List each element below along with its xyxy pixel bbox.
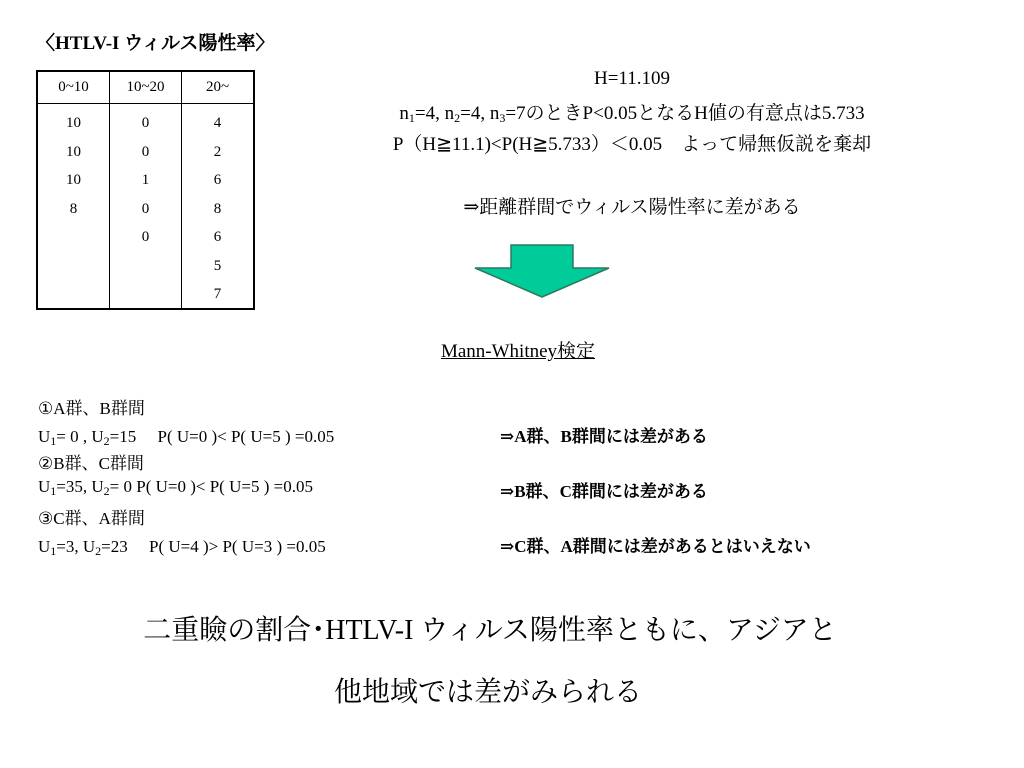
u1-subscript: 1 (50, 434, 57, 448)
u2-subscript: 2 (95, 544, 102, 558)
critical-value-text: =7のときP<0.05となるH値の有意点は5.733 (505, 103, 865, 124)
probability-line: P（H≧11.1)<P(H≧5.733）＜0.05 よって帰無仮説を棄却 (392, 134, 872, 155)
table-cell: 10 (66, 172, 81, 188)
table-header-row (38, 72, 253, 104)
table-body (38, 104, 253, 309)
u-symbol: U (38, 477, 51, 496)
u-symbol: U (38, 537, 51, 556)
table-cell: 0 (141, 229, 150, 245)
n1-value: =4, n (414, 103, 455, 124)
table-header-cell: 20~ (181, 72, 253, 103)
u-test-probability: =23 P( U=4 )> P( U=3 ) =0.05 (101, 537, 326, 556)
u1-value: =3, U (56, 537, 96, 556)
summary-line-2: 他地域では差がみられる (333, 677, 642, 708)
table-cell: 0 (141, 200, 150, 217)
down-arrow-icon (474, 244, 610, 298)
comparison-stats-ab (38, 422, 334, 447)
comparison-label-ab: ①A群、B群間 (38, 399, 145, 418)
table-cell: 7 (213, 286, 222, 302)
u-test-probability: =15 P( U=0 )< P( U=5 ) =0.05 (109, 427, 335, 446)
comparison-label-bc: ②B群、C群間 (38, 454, 144, 473)
u2-subscript: 2 (103, 434, 110, 448)
age-group-data-table (36, 70, 255, 310)
n2-subscript: 2 (454, 111, 461, 125)
comparison-label-ca: ③C群、A群間 (38, 509, 145, 528)
summary-line-1: 二重瞼の割合･HTLV-I ウィルス陽性率ともに、アジアと (143, 615, 837, 646)
u1-value: =35, U (56, 477, 104, 496)
h-test-conclusion: ⇒距離群間でウィルス陽性率に差がある (463, 197, 801, 218)
comparison-result-bc: ⇒B群、C群間には差がある (500, 482, 708, 501)
u1-subscript: 1 (50, 484, 57, 498)
u1-subscript: 1 (50, 544, 57, 558)
table-cell: 2 (213, 143, 222, 160)
n3-subscript: 3 (499, 111, 506, 125)
mann-whitney-title: Mann-Whitney検定 (440, 341, 596, 362)
comparison-stats-ca (38, 532, 326, 557)
comparison-result-ca: ⇒C群、A群間には差があるとはいえない (500, 537, 811, 556)
table-column-10-20 (109, 104, 181, 309)
table-cell: 0 (141, 115, 150, 131)
mann-whitney-heading (300, 336, 736, 363)
table-cell: 10 (66, 143, 81, 160)
comparison-result-ab: ⇒A群、B群間には差がある (500, 427, 708, 446)
n1-subscript: 1 (408, 111, 415, 125)
table-cell: 8 (213, 200, 222, 217)
table-column-0-10 (38, 104, 109, 309)
table-cell: 5 (213, 257, 222, 274)
u-symbol: U (38, 427, 51, 446)
n2-value: =4, n (460, 103, 500, 124)
table-cell: 0 (141, 143, 150, 160)
n-symbol: n (399, 103, 409, 124)
table-cell: 6 (213, 172, 222, 188)
table-header-cell: 10~20 (109, 72, 181, 103)
table-column-20-plus (181, 104, 253, 309)
page-title: 〈HTLV-I ウィルス陽性率〉 (36, 33, 275, 54)
table-cell: 6 (213, 229, 222, 245)
u2-subscript: 2 (103, 484, 110, 498)
table-header-cell: 0~10 (58, 79, 89, 95)
u1-value: = 0 , U (56, 427, 104, 446)
h-statistic: H=11.109 (594, 68, 670, 89)
sample-sizes-line (300, 98, 964, 125)
table-cell: 10 (66, 115, 81, 131)
table-cell: 4 (213, 115, 222, 131)
comparison-stats-bc (38, 477, 313, 497)
u-test-probability: = 0 P( U=0 )< P( U=5 ) =0.05 (109, 477, 313, 496)
table-cell: 1 (141, 172, 150, 188)
table-cell: 8 (69, 200, 78, 217)
